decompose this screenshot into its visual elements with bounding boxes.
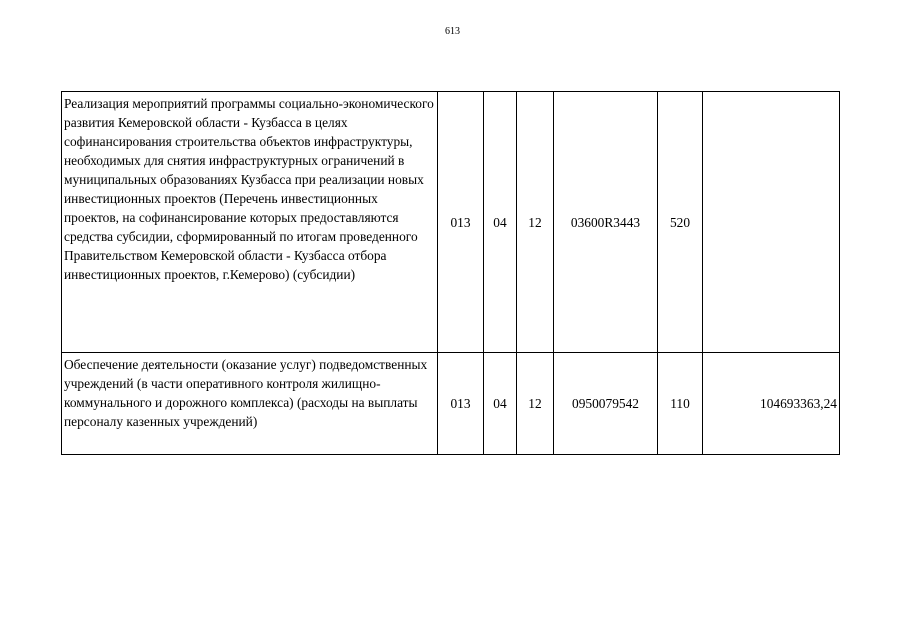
expense-description: Обеспечение деятельности (оказание услуг) подведомственных учреждений (в части оперативного контроля жилищно-коммунального и дорожного комплекса) (расходы на выплаты персоналу казенных учреждений) bbox=[62, 353, 438, 455]
table-row bbox=[62, 353, 840, 455]
amount: 104693363,24 bbox=[703, 353, 840, 455]
subsection-code: 12 bbox=[517, 353, 554, 455]
section-code: 04 bbox=[484, 353, 517, 455]
amount bbox=[703, 92, 840, 353]
budget-table bbox=[61, 91, 840, 455]
target-article-code: 0950079542 bbox=[554, 353, 658, 455]
expense-description: Реализация мероприятий программы социально-экономического развития Кемеровской области - Кузбасса в целях софинансирования строительства объектов инфраструктуры, необходимых для снятия инфраструктурных ограничений в муниципальных образованиях Кузбасса при реализации новых инвестиционных проектов (Перечень инвестиционных проектов, на софинансирование которых предоставляются средства субсидии, сформированный по итогам проведенного Правительством Кемеровской области - Кузбасса отбора инвестиционных проектов, г.Кемерово) (субсидии) bbox=[62, 92, 438, 353]
target-article-code: 03600R3443 bbox=[554, 92, 658, 353]
expense-type-code: 520 bbox=[658, 92, 703, 353]
page-number: 613 bbox=[445, 26, 460, 37]
expense-type-code: 110 bbox=[658, 353, 703, 455]
subsection-code: 12 bbox=[517, 92, 554, 353]
table-row bbox=[62, 92, 840, 353]
ministry-code: 013 bbox=[438, 92, 484, 353]
ministry-code: 013 bbox=[438, 353, 484, 455]
section-code: 04 bbox=[484, 92, 517, 353]
